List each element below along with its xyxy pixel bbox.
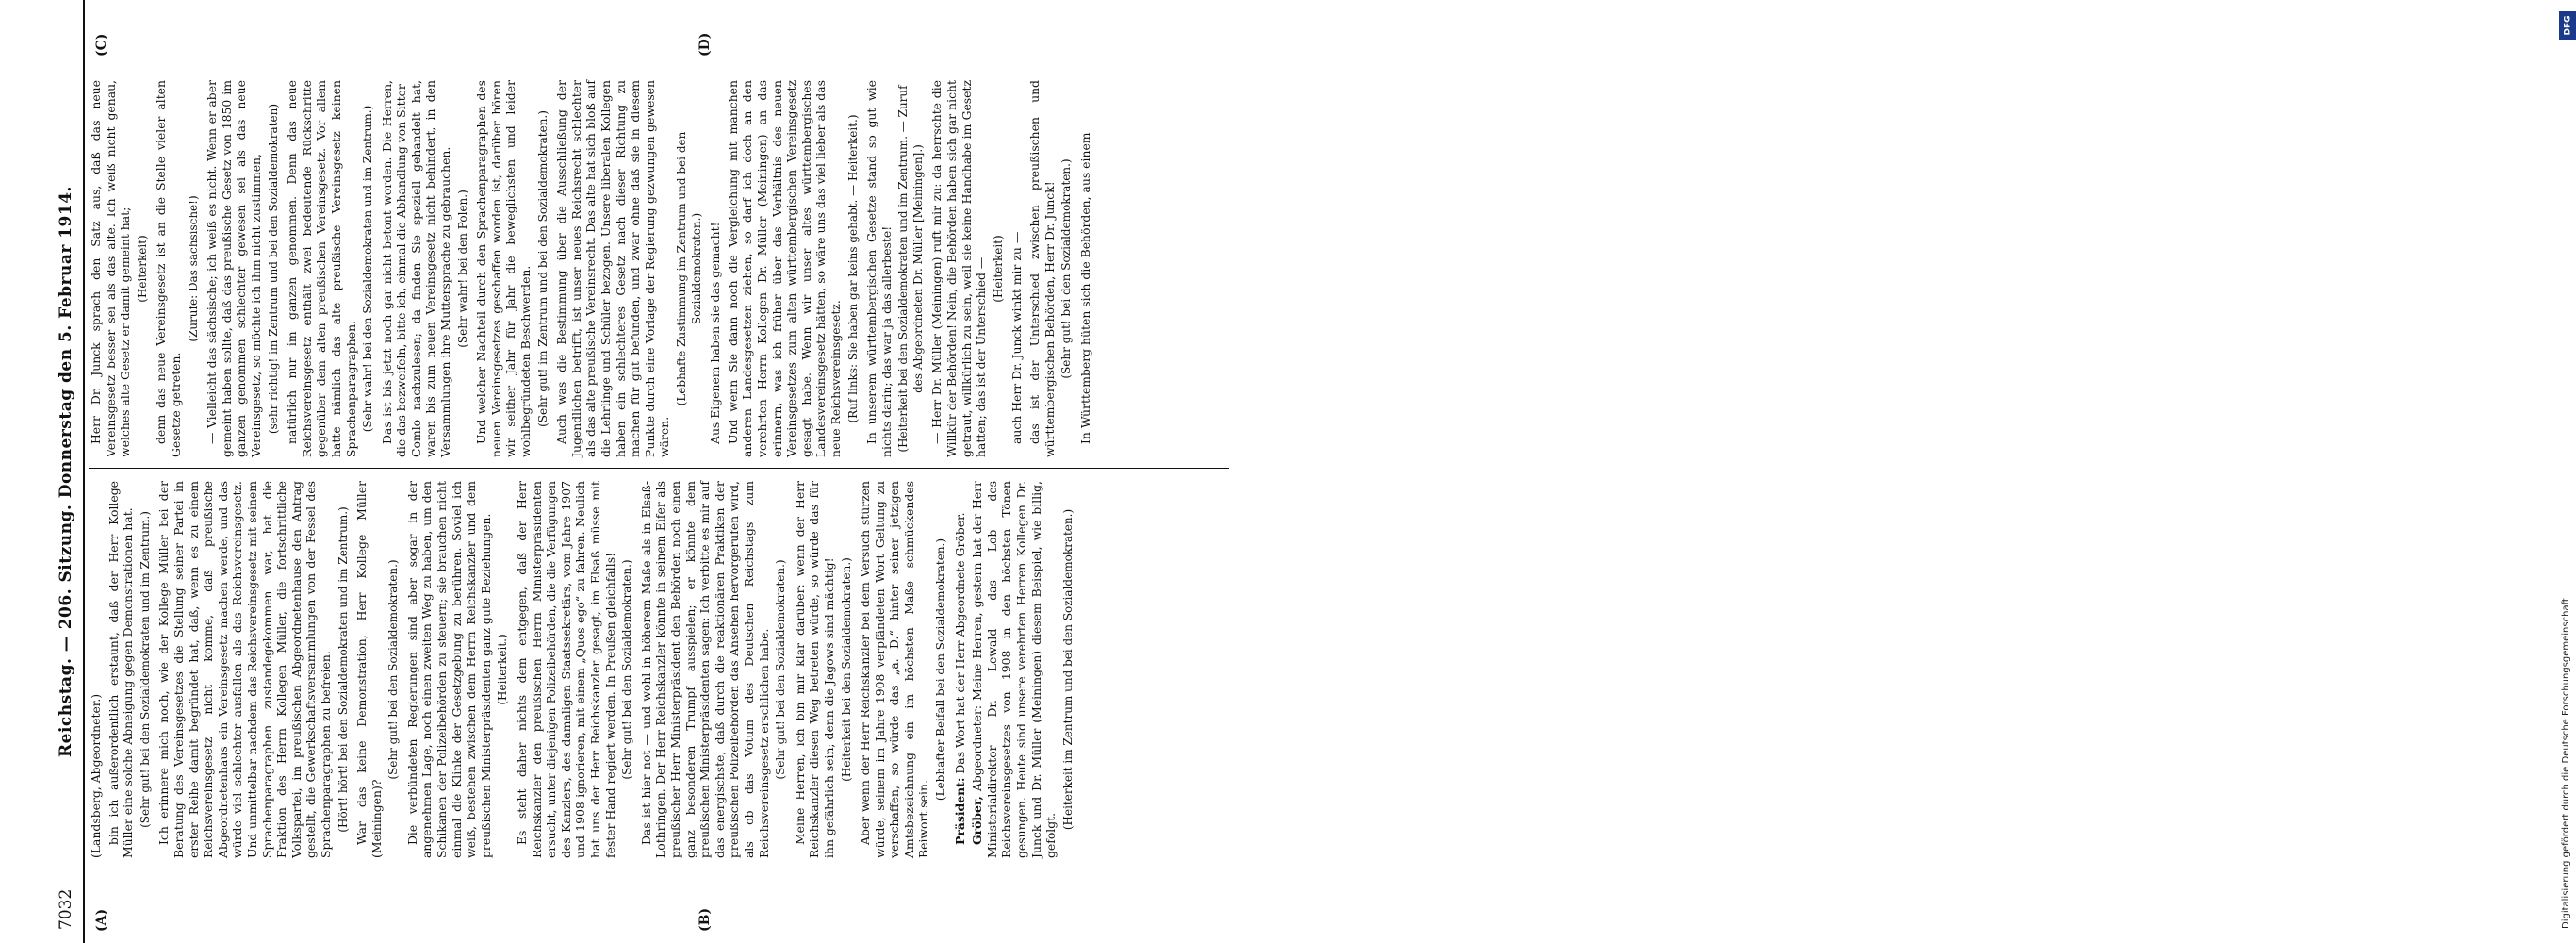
speech-paragraph: Meine Herren, ich bin mir klar darüber: wenn der Herr Reichskanzler diesen Weg betreten würde, so würde das für ihn gefährlich sein; denn die Jagows sind mächtig!	[792, 481, 836, 858]
page-number: 7032	[57, 888, 75, 930]
interjection: (Sehr wahr! bei den Polen.)	[455, 190, 469, 348]
interjection: (Sehr gut! bei den Sozialdemokraten.)	[620, 559, 634, 780]
margin-mark-a: (A)	[94, 908, 109, 932]
interjection: (Sehr wahr! bei den Sozialdemokraten und im Zentrum.)	[361, 105, 375, 433]
speech-paragraph: Das ist bis jetzt noch gar nicht betont worden. Die Herren, die das bezweifeln, bitte ich, einmal die Abhandlung von Sitter-Comlo nachzulesen; da finden Sie speziell gehandelt hat, waren bis zum neuen Vereinsgesetz nicht behindert, in den Versammlungen ihre Muttersprache zu gebrauchen.	[379, 80, 453, 457]
interjection: (Lebhafte Zustimmung im Zentrum und bei den Sozialdemokraten.)	[674, 131, 703, 406]
digitization-sidebar	[1277, 0, 2573, 943]
speech-paragraph: Aber wenn der Herr Reichskanzler bei dem Versuch stürzen würde, seinem im Jahre 1908 verpfändeten Wort Geltung zu verschaffen, so würde das „a. D.“ hinter seiner jetzigen Amtsbezeichnung ein im höchsten Maße schmückendes Beiwort sein.	[858, 481, 931, 858]
speech-paragraph: auch Herr Dr. Junck winkt mir zu —	[1009, 231, 1025, 444]
speech-text: Abgeordneter: Meine Herren, gestern hat der Herr Ministerialdirektor Dr. Lewald das Lob des Reichsvereinsgesetzes von 1908 in den höchsten Tönen gesungen. Heute sind unsere verehrten Herren Kollegen Dr. Junck und Dr. Müller (Meiningen) diesem Beispiel, wie billig, gefolgt.	[970, 481, 1058, 858]
speaker-name: Präsident:	[952, 777, 967, 845]
interjection: (Ruf links: Sie haben gar keins gehabt. — Heiterkeit.)	[845, 114, 860, 423]
speech-paragraph: denn das neue Vereinsgesetz ist an die Stelle vieler alten Gesetze getreten.	[154, 80, 183, 457]
interjection: (Sehr gut! bei den Sozialdemokraten und im Zentrum.)	[138, 511, 152, 828]
interjection: (Heiterkeit im Zentrum und bei den Sozialdemokraten.)	[1060, 508, 1075, 831]
speech-paragraph: bin ich außerordentlich erstaunt, daß der Herr Kollege Müller eine solche Abneigung gegen Demonstrationen hat.	[106, 481, 136, 858]
page-header	[55, 0, 85, 943]
speech-paragraph: Herr Dr. Junck sprach den Satz aus, daß das neue Vereinsgesetz besser sei als das alte. Ich weiß nicht genau, welches alte Gesetz er damit gemeint hat;	[89, 80, 133, 457]
speech-text: Das Wort hat der Herr Abgeordnete Gröber.	[952, 512, 967, 774]
speaker-continuation: (Landsberg, Abgeordneter.)	[89, 693, 103, 858]
speaker-name: Gröber,	[970, 796, 985, 845]
speech-paragraph: In Württemberg hüten sich die Behörden, aus einem	[1077, 132, 1092, 444]
margin-mark-d: (D)	[697, 32, 713, 57]
interjection: (Heiterkeit.)	[496, 634, 510, 705]
interjection: (Heiterkeit bei den Sozialdemokraten.)	[839, 557, 853, 782]
speech-paragraph: In unserem württembergischen Gesetze stand so gut wie nichts darin; das war ja das allerbeste!	[864, 80, 894, 457]
interjection: (Heiterkeit)	[135, 235, 149, 303]
speech-paragraph	[953, 481, 968, 858]
dfg-logo: DFG	[2559, 11, 2576, 40]
margin-mark-b: (B)	[697, 907, 713, 932]
speech-paragraph: Es steht daher nichts dem entgegen, daß der Herr Reichskanzler den preußischen Herrn Ministerpräsidenten ersucht, unter diejenigen Polizeibehörden, die die Verfügungen des Kanzlers, des damaligen Staatssekretärs, vom Jahre 1907 und 1908 ignorieren, mit einem „Quos ego“ zu fahren. Neulich hat uns der Herr Reichskanzler gesagt, im Elsaß müsse mit fester Hand regiert werden. In Preußen gleichfalls!	[515, 481, 617, 858]
interjection: (Zurufe: Das sächsische!)	[186, 195, 200, 342]
left-column	[89, 481, 1229, 858]
interjection: (Heiterkeit)	[991, 235, 1005, 303]
interjection: (Lebhafter Beifall bei den Sozialdemokraten.)	[934, 538, 948, 802]
rotated-page	[0, 0, 1235, 943]
speech-paragraph: natürlich nur im ganzen genommen. Denn das neue Reichsvereinsgesetz enthält zwei bedeutende Rückschritte gegenüber dem alten preußischen Vereinsgesetz. Vor allem hatte nämlich das alte preußische Vereinsgesetz keinen Sprachenparagraphen.	[285, 80, 358, 457]
speech-paragraph: das ist der Unterschied zwischen preußischen und württembergischen Behörden, Herr Dr. Junck!	[1027, 80, 1057, 457]
right-column	[89, 80, 1229, 457]
interjection: (Heiterkeit bei den Sozialdemokraten und im Zentrum. — Zuruf des Abgeordneten Dr. Müller [Meiningen].)	[896, 85, 925, 453]
speech-paragraph	[970, 481, 1058, 858]
interjection: (Sehr gut! bei den Sozialdemokraten.)	[386, 559, 401, 780]
speech-paragraph: — Vielleicht das sächsische; ich weiß es nicht. Wenn er aber gemeint haben sollte, daß das preußische Gesetz von 1850 im ganzen genommen schlechter gewesen sei als das neue Vereinsgesetz, so möchte ich ihm nicht zustimmen,	[205, 80, 263, 457]
column-divider	[89, 468, 1229, 469]
speech-paragraph: Aus Eigenem haben sie das gemacht!	[708, 222, 723, 444]
digitization-credit: Digitalisierung gefördert durch die Deutsche Forschungsgemeinschaft	[2561, 598, 2571, 929]
margin-mark-c: (C)	[94, 33, 109, 57]
interjection: (Sehr gut! im Zentrum und bei den Sozialdemokraten.)	[535, 110, 550, 427]
interjection: (Sehr gut! bei den Sozialdemokraten.)	[1059, 158, 1074, 379]
speech-paragraph: Ich erinnere mich noch, wie der Kollege Müller bei der Beratung des Vereinsgesetzes die Stellung seiner Partei in erster Reihe damit begründet hat, daß, wenn es zu einem Reichsvereinsgesetz nicht komme, daß preußische Abgeordnetenhaus ein Vereinsgesetz machen werde, und das würde viel schlechter ausfallen als das Reichsvereinsgesetz. Und unmittelbar nachdem das Reichsvereinsgesetz mit seinem Sprachenparagraphen zustandegekommen war, hat die Fraktion des Herrn Kollegen Müller, die fortschrittliche Volkspartei, im preußischen Abgeordnetenhause den Antrag gestellt, die Gewerkschaftsversammlungen von der Fessel des Sprachenparagraphen zu befreien.	[156, 481, 333, 858]
speech-paragraph: War das keine Demonstration, Herr Kollege Müller (Meiningen)?	[354, 481, 384, 858]
speech-paragraph: Das ist hier not — und wohl in höherem Maße als in Elsaß-Lothringen. Der Herr Reichskanzler könnte in seinem Eifer als preußischer Herr Ministerpräsident den Behörden noch einen ganz besonderen Trumpf ausspielen; er könnte dem preußischen Ministerpräsidenten sagen: Ich verbitte es mir auf das energischste, daß durch die reaktionären Praktiken der preußischen Polizeibehörden das Ansehen hervorgerufen wird, als ob das Votum des Deutschen Reichstags zum Reichsvereinsgesetz erschlichen habe.	[638, 481, 771, 858]
interjection: (Sehr gut! bei den Sozialdemokraten.)	[774, 559, 788, 780]
speech-paragraph: Und welcher Nachteil durch den Sprachenparagraphen des neuen Vereinsgesetzes geschaffen worden ist, darüber hören wir seither Jahr für Jahr die beweglichsten und leider wohlbegründeten Beschwerden.	[474, 80, 533, 457]
speech-paragraph: Die verbündeten Regierungen sind aber sogar in der angenehmen Lage, noch einen zweiten Weg zu haben, um den Schikanen der Polizeibehörden zu steuern; sie brauchen nicht einmal die Klinke der Gesetzgebung zu berühren. Soviel ich weiß, bestehen zwischen dem Herrn Reichskanzler und dem preußischen Ministerpräsidenten ganz gute Beziehungen.	[404, 481, 493, 858]
speech-paragraph: Und wenn Sie dann noch die Vergleichung mit manchen anderen Landesgesetzen ziehen, so darf ich doch an den verehrten Herrn Kollegen Dr. Müller (Meiningen) an das erinnern, was ich früher über das Verhältnis des neuen Vereinsgesetzes zum alten württembergischen Vereinsgesetz gesagt habe. Wenn wir unser altes württembergisches Landesvereinsgesetz hätten, so wäre uns das viel lieber als das neue Reichsvereinsgesetz.	[725, 80, 843, 457]
speech-paragraph: Auch was die Bestimmung über die Ausschließung der Jugendlichen betrifft, ist unser neues Reichsrecht schlechter als das alte preußische Vereinsrecht. Das alte hat sich bloß auf die Lehrlinge und Schüler bezogen. Unsere liberalen Kollegen haben ein schlechteres Gesetz nach dieser Richtung zu machen für gut befunden, und zwar ohne daß sie in diesem Punkte durch eine Vorlage der Regierung gezwungen gewesen wären.	[554, 80, 672, 457]
speech-paragraph: — Herr Dr. Müller (Meiningen) ruft mir zu: da herrschte die Willkür der Behörden! Nein, die Behörden haben sich gar nicht getraut, willkürlich zu sein, weil sie keine Handhabe im Gesetz hatten; das ist der Unterschied —	[929, 80, 989, 457]
interjection: (sehr richtig! im Zentrum und bei den Sozialdemokraten)	[266, 103, 280, 435]
page-title: Reichstag. — 206. Sitzung. Donnerstag den 5. Februar 1914.	[57, 186, 75, 757]
interjection: (Hört! hört! bei den Sozialdemokraten und im Zentrum.)	[336, 506, 350, 833]
